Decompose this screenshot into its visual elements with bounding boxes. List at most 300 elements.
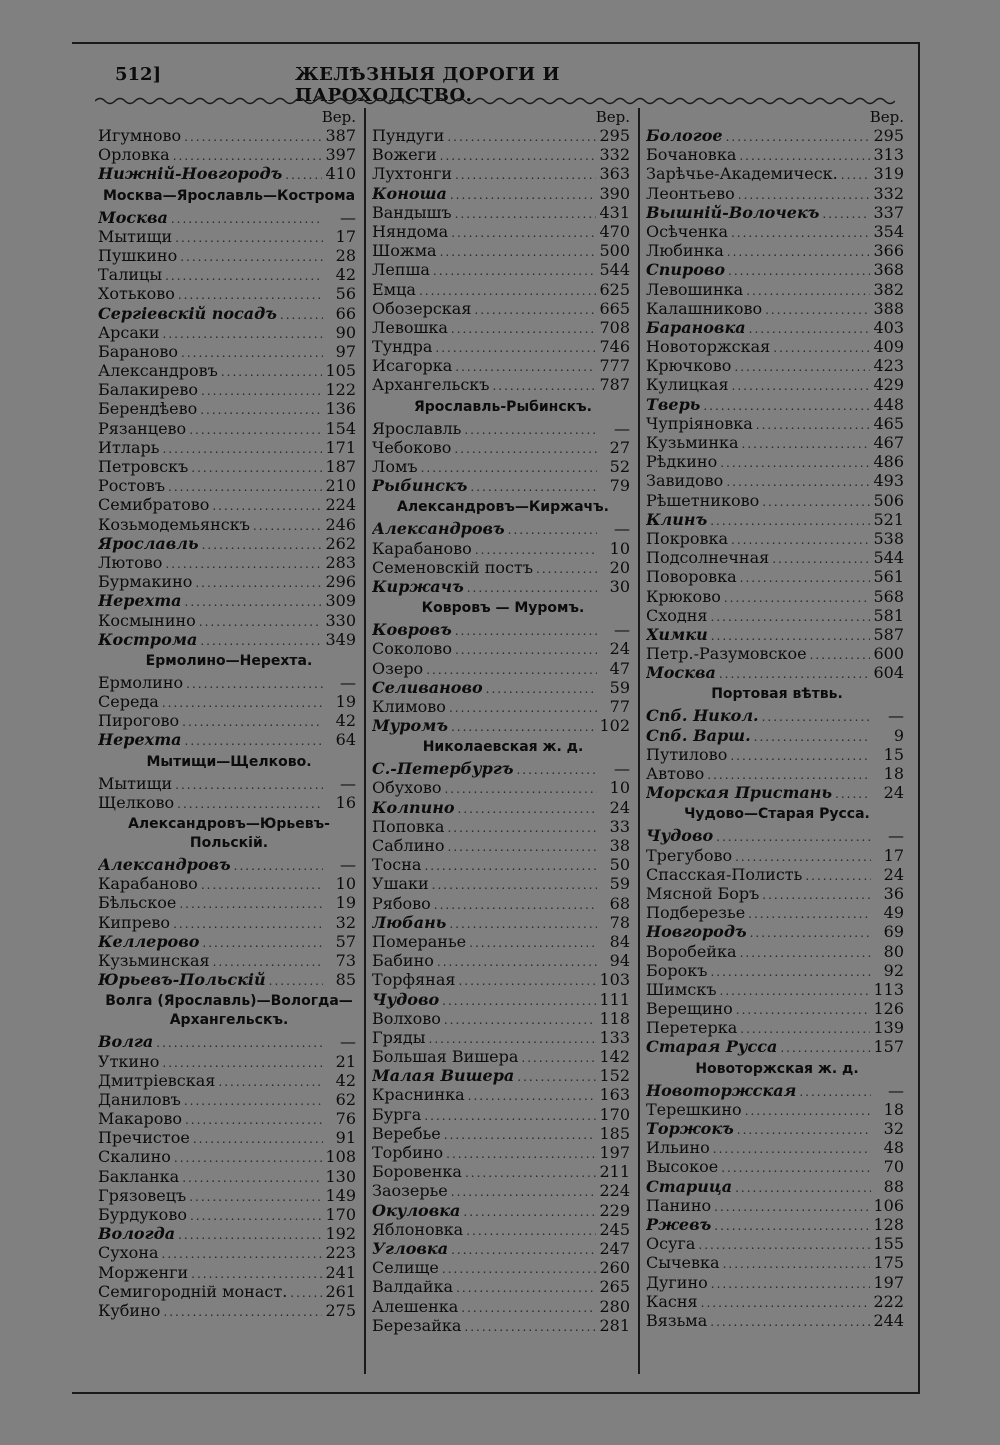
dot-leader <box>731 224 870 241</box>
station-name: Емца <box>372 279 416 299</box>
dot-leader <box>734 358 870 375</box>
station-distance: — <box>340 855 356 874</box>
dot-leader <box>435 339 596 356</box>
station-distance: 330 <box>325 610 356 630</box>
station-name: Кулицкая <box>646 375 729 395</box>
station-row <box>372 1181 634 1200</box>
station-name: Макарово <box>98 1109 182 1129</box>
station-row <box>646 999 908 1018</box>
station-name: Сычевка <box>646 1253 720 1273</box>
station-name: Подберезье <box>646 903 746 923</box>
station-name: Ярославль <box>98 533 199 553</box>
dot-leader <box>463 1203 596 1220</box>
dot-leader <box>424 857 597 874</box>
station-distance: 62 <box>335 1089 356 1109</box>
dot-leader <box>521 1049 596 1066</box>
station-row <box>646 280 908 299</box>
station-name: Семигородній монаст. <box>98 1281 288 1301</box>
station-row <box>98 323 360 342</box>
station-distance: 88 <box>883 1176 904 1196</box>
station-distance: 142 <box>599 1047 630 1067</box>
station-distance: 581 <box>873 605 904 625</box>
station-name: Новгородъ <box>646 922 747 942</box>
station-name: Крюково <box>646 586 721 606</box>
station-distance: 467 <box>873 433 904 452</box>
page-number: 512] <box>115 64 162 85</box>
dot-leader <box>772 550 870 567</box>
dot-leader <box>193 1130 323 1147</box>
station-row <box>98 1147 360 1166</box>
station-name: Итларь <box>98 437 160 457</box>
dot-leader <box>175 776 323 793</box>
dot-leader <box>721 1159 871 1176</box>
station-distance: 777 <box>599 356 630 376</box>
station-distance: 544 <box>873 548 904 568</box>
page-title: ЖЕЛѢЗНЫЯ ДОРОГИ И ПАРОХОДСТВО. <box>295 64 560 106</box>
station-name: Щелково <box>98 792 175 812</box>
station-distance: 52 <box>609 457 630 476</box>
station-distance: 222 <box>873 1291 904 1311</box>
dot-leader <box>182 1169 322 1186</box>
station-name: Мясной Боръ <box>646 883 760 903</box>
station-row <box>98 145 360 164</box>
station-distance: 9 <box>893 725 904 745</box>
station-distance: — <box>614 519 630 539</box>
station-name: Окуловка <box>372 1200 461 1220</box>
station-distance: 108 <box>325 1147 356 1167</box>
station-name: Шимскъ <box>646 979 717 999</box>
dot-leader <box>738 186 871 203</box>
station-row <box>98 246 360 265</box>
route-heading: Мытищи—Щелково. <box>146 753 312 770</box>
station-distance: 70 <box>883 1157 904 1177</box>
station-name: Морженги <box>98 1262 189 1282</box>
station-distance: 332 <box>873 183 904 203</box>
station-row <box>98 1052 360 1071</box>
dot-leader <box>805 867 871 884</box>
dot-leader <box>710 963 871 980</box>
station-name: Спирово <box>646 260 726 280</box>
dot-leader <box>740 569 871 586</box>
station-name: Старица <box>646 1176 733 1196</box>
station-name: Волхово <box>372 1008 441 1028</box>
station-name: Бурдуково <box>98 1205 187 1224</box>
station-distance: 19 <box>335 692 356 712</box>
station-name: Перетерка <box>646 1018 738 1038</box>
station-row <box>372 126 634 145</box>
dot-leader <box>202 934 323 951</box>
station-name: Ковровъ <box>372 620 452 640</box>
station-row <box>646 567 908 586</box>
dot-leader <box>451 1183 597 1200</box>
dot-leader <box>442 1260 597 1277</box>
dot-leader <box>280 306 323 323</box>
station-distance: 24 <box>883 864 904 884</box>
station-distance: 587 <box>873 624 904 644</box>
dot-leader <box>461 1299 596 1316</box>
station-name: Александровъ <box>98 855 231 874</box>
dot-leader <box>536 560 597 577</box>
station-distance: 24 <box>609 797 630 817</box>
dot-leader <box>735 848 871 865</box>
dot-leader <box>433 262 597 279</box>
dot-leader <box>724 589 871 606</box>
station-row <box>646 164 908 183</box>
station-row <box>98 630 360 649</box>
station-name: Кубино <box>98 1300 161 1320</box>
station-distance: 561 <box>873 567 904 587</box>
station-name: Алешенка <box>372 1296 459 1316</box>
station-name: Новоторжская <box>646 1080 797 1100</box>
station-distance: 170 <box>325 1205 356 1224</box>
route-heading: Александровъ—Киржачъ. <box>397 499 609 516</box>
dot-leader <box>450 186 597 203</box>
station-row <box>98 534 360 553</box>
station-name: Гряды <box>372 1027 426 1047</box>
station-distance: 128 <box>873 1214 904 1234</box>
station-distance: 197 <box>873 1272 904 1292</box>
station-distance: 295 <box>873 126 904 145</box>
station-name: Завидово <box>646 471 724 491</box>
station-row <box>646 745 908 764</box>
station-row <box>98 1071 360 1090</box>
station-distance: 118 <box>599 1008 630 1028</box>
station-distance: 103 <box>599 970 630 990</box>
station-name: Малая Вишера <box>372 1066 515 1086</box>
station-distance: 349 <box>325 629 356 649</box>
column-1 <box>98 108 360 1320</box>
dot-leader <box>446 1145 596 1162</box>
dot-leader <box>171 210 323 227</box>
dot-leader <box>746 282 870 299</box>
station-distance: 244 <box>873 1310 904 1330</box>
dot-leader <box>185 593 323 610</box>
station-name: Борокъ <box>646 960 708 980</box>
station-distance: 76 <box>335 1109 356 1129</box>
dot-leader <box>218 1073 323 1090</box>
station-name: Путилово <box>646 744 728 764</box>
dot-leader <box>455 358 596 375</box>
station-name: Рыбинскъ <box>372 476 468 496</box>
station-name: Вандышъ <box>372 202 452 222</box>
station-row <box>646 414 908 433</box>
station-row <box>98 913 360 932</box>
station-distance: — <box>614 620 630 640</box>
dot-leader <box>269 972 323 989</box>
station-distance: 261 <box>325 1281 356 1301</box>
station-distance: 21 <box>335 1051 356 1071</box>
station-row <box>372 241 634 260</box>
station-row <box>98 611 360 630</box>
dot-leader <box>707 766 871 783</box>
station-row <box>372 1066 634 1085</box>
station-name: Бакланка <box>98 1166 180 1186</box>
station-name: Космынино <box>98 610 196 630</box>
dot-leader <box>285 166 322 183</box>
dot-leader <box>714 1217 870 1234</box>
station-distance: 265 <box>599 1277 630 1297</box>
station-name: Карабаново <box>372 538 472 558</box>
station-distance: 280 <box>599 1296 630 1316</box>
station-distance: 10 <box>335 874 356 894</box>
route-heading: Александровъ—Юрьевъ-Польскій. <box>128 816 330 851</box>
station-name: Осуга <box>646 1234 696 1254</box>
station-distance: 68 <box>609 893 630 913</box>
dot-leader <box>202 536 323 553</box>
dot-leader <box>773 339 870 356</box>
dot-leader <box>710 512 870 529</box>
station-row <box>646 145 908 164</box>
station-row <box>98 380 360 399</box>
dot-leader <box>732 377 871 394</box>
station-row <box>98 419 360 438</box>
station-name: Москва <box>646 663 716 683</box>
station-row <box>98 1224 360 1243</box>
station-row <box>372 913 634 932</box>
station-row <box>372 337 634 356</box>
dot-leader <box>444 1126 597 1143</box>
station-distance: 506 <box>873 490 904 510</box>
station-row <box>646 865 908 884</box>
dot-leader <box>719 665 871 682</box>
station-distance: 568 <box>873 586 904 606</box>
station-row <box>646 1018 908 1037</box>
station-distance: 319 <box>873 164 904 184</box>
dot-leader <box>716 828 871 845</box>
station-row <box>98 126 360 145</box>
station-name: Киржачъ <box>372 576 464 596</box>
dot-leader <box>201 382 322 399</box>
station-row <box>372 1162 634 1181</box>
station-name: Клинъ <box>646 509 708 529</box>
station-name: Подсолнечная <box>646 548 770 568</box>
station-distance: 313 <box>873 145 904 165</box>
station-name: Панино <box>646 1195 712 1215</box>
station-distance: 223 <box>325 1243 356 1263</box>
station-name: Зарѣчье-Академическ. <box>646 164 838 184</box>
station-row <box>98 265 360 284</box>
station-distance: 538 <box>873 528 904 548</box>
station-name: Вышній-Волочекъ <box>646 202 820 222</box>
station-row <box>98 1282 360 1301</box>
station-row <box>372 970 634 989</box>
station-name: Юрьевъ-Польскій <box>98 970 266 990</box>
station-distance: 49 <box>883 903 904 923</box>
station-distance: 296 <box>325 572 356 592</box>
station-name: Ростовъ <box>98 476 166 496</box>
dot-leader <box>728 262 870 279</box>
route-section <box>372 596 634 735</box>
station-distance: 17 <box>335 226 356 246</box>
station-row <box>372 1009 634 1028</box>
dot-leader <box>201 876 323 893</box>
station-distance: 448 <box>873 394 904 414</box>
station-distance: 69 <box>883 922 904 942</box>
dot-leader <box>165 555 322 572</box>
station-row <box>646 1311 908 1330</box>
dot-leader <box>455 205 597 222</box>
station-row <box>98 1186 360 1205</box>
station-row <box>646 606 908 625</box>
station-name: Пушкино <box>98 245 178 265</box>
station-row <box>98 1090 360 1109</box>
column-divider <box>364 108 366 1374</box>
station-row <box>646 203 908 222</box>
station-distance: 133 <box>599 1027 630 1047</box>
dot-leader <box>458 800 597 817</box>
station-row <box>372 697 634 716</box>
dot-leader <box>163 325 323 342</box>
station-row <box>646 826 908 845</box>
station-row <box>646 846 908 865</box>
dot-leader <box>213 953 323 970</box>
dot-leader <box>454 440 597 457</box>
station-name: Осѣченка <box>646 221 728 241</box>
station-row <box>646 980 908 999</box>
station-row <box>98 399 360 418</box>
station-distance: 79 <box>609 476 630 496</box>
station-name: Валдайка <box>372 1277 454 1297</box>
dot-leader <box>486 680 597 697</box>
station-name: Покровка <box>646 528 729 548</box>
route-section <box>98 989 360 1320</box>
dot-leader <box>455 641 597 658</box>
station-name: Померанье <box>372 931 467 951</box>
dot-leader <box>444 780 597 797</box>
dot-leader <box>455 166 596 183</box>
station-name: Семибратово <box>98 495 210 515</box>
dot-leader <box>736 1001 871 1018</box>
dot-leader <box>419 282 597 299</box>
station-name: Саблино <box>372 836 445 855</box>
station-row <box>98 893 360 912</box>
station-distance: 275 <box>325 1300 356 1320</box>
station-row <box>372 639 634 658</box>
station-row <box>372 356 634 375</box>
station-name: Бѣльское <box>98 893 177 913</box>
station-name: Торжокъ <box>646 1119 734 1138</box>
station-name: Орловка <box>98 145 170 165</box>
station-row <box>646 663 908 682</box>
dot-leader <box>451 224 596 241</box>
station-row <box>372 419 634 438</box>
column-2 <box>372 108 634 1335</box>
station-distance: 90 <box>335 322 356 342</box>
route-heading: Ковровъ — Муромъ. <box>421 600 585 617</box>
dot-leader <box>762 493 870 510</box>
station-distance: 185 <box>599 1123 630 1143</box>
station-distance: 366 <box>873 241 904 261</box>
station-row <box>98 793 360 812</box>
dot-leader <box>437 953 597 970</box>
station-name: Дугино <box>646 1272 708 1292</box>
station-name: Высокое <box>646 1157 719 1177</box>
station-distance: 224 <box>325 495 356 515</box>
route-heading: Москва—Ярославль—Кострома <box>102 187 356 204</box>
station-row <box>646 260 908 279</box>
station-distance: 28 <box>335 245 356 265</box>
station-distance: — <box>614 759 630 779</box>
station-row <box>372 1201 634 1220</box>
station-row <box>98 855 360 874</box>
station-name: Бараново <box>98 341 179 361</box>
station-row <box>372 990 634 1009</box>
station-distance: 337 <box>873 202 904 222</box>
dot-leader <box>174 1149 323 1166</box>
dot-leader <box>835 785 871 802</box>
dot-leader <box>212 497 322 514</box>
station-distance: 210 <box>325 476 356 496</box>
station-distance: 470 <box>599 221 630 241</box>
station-distance: 157 <box>873 1037 904 1057</box>
station-distance: 500 <box>599 241 630 261</box>
station-row <box>372 164 634 183</box>
station-distance: 48 <box>883 1138 904 1158</box>
station-name: Тверь <box>646 394 701 414</box>
dot-leader <box>470 478 597 495</box>
station-row <box>372 203 634 222</box>
station-name: Петр.-Разумовское <box>646 644 807 664</box>
station-distance: 245 <box>599 1219 630 1239</box>
station-name: Лухтонги <box>372 164 452 184</box>
station-row <box>372 1047 634 1066</box>
station-name: Муромъ <box>372 716 448 736</box>
distance-unit-label: Вер. <box>869 108 904 126</box>
dot-leader <box>810 646 871 663</box>
station-row <box>98 227 360 246</box>
route-section <box>372 126 634 395</box>
station-distance: 260 <box>599 1258 630 1278</box>
dot-leader <box>448 838 597 855</box>
station-distance: 16 <box>335 792 356 812</box>
dot-leader <box>424 1107 596 1124</box>
station-name: Семеновскій постъ <box>372 557 534 577</box>
station-distance: 246 <box>325 514 356 534</box>
station-name: Веребье <box>372 1123 441 1143</box>
station-name: Пречистое <box>98 1128 190 1148</box>
station-row <box>372 1124 634 1143</box>
station-distance: 262 <box>325 533 356 553</box>
station-row <box>98 692 360 711</box>
station-row <box>646 587 908 606</box>
dot-leader <box>190 1207 323 1224</box>
station-row <box>372 759 634 778</box>
dot-leader <box>516 761 597 778</box>
station-distance: 247 <box>599 1238 630 1258</box>
station-row <box>372 222 634 241</box>
station-row <box>646 706 908 725</box>
station-name: Кипрево <box>98 912 171 932</box>
station-distance: 187 <box>325 457 356 476</box>
station-distance: — <box>888 826 904 846</box>
station-row <box>646 1138 908 1157</box>
station-row <box>372 1105 634 1124</box>
dot-leader <box>200 401 322 418</box>
station-distance: 139 <box>873 1018 904 1038</box>
station-distance: 59 <box>609 677 630 697</box>
station-distance: 19 <box>335 893 356 913</box>
dot-leader <box>508 521 597 538</box>
station-row <box>98 730 360 749</box>
station-row <box>372 894 634 913</box>
dot-leader <box>156 1034 323 1051</box>
dot-leader <box>711 608 871 625</box>
station-row <box>646 903 908 922</box>
station-row <box>98 457 360 476</box>
dot-leader <box>762 886 871 903</box>
station-row <box>646 1119 908 1138</box>
dot-leader <box>191 459 322 476</box>
